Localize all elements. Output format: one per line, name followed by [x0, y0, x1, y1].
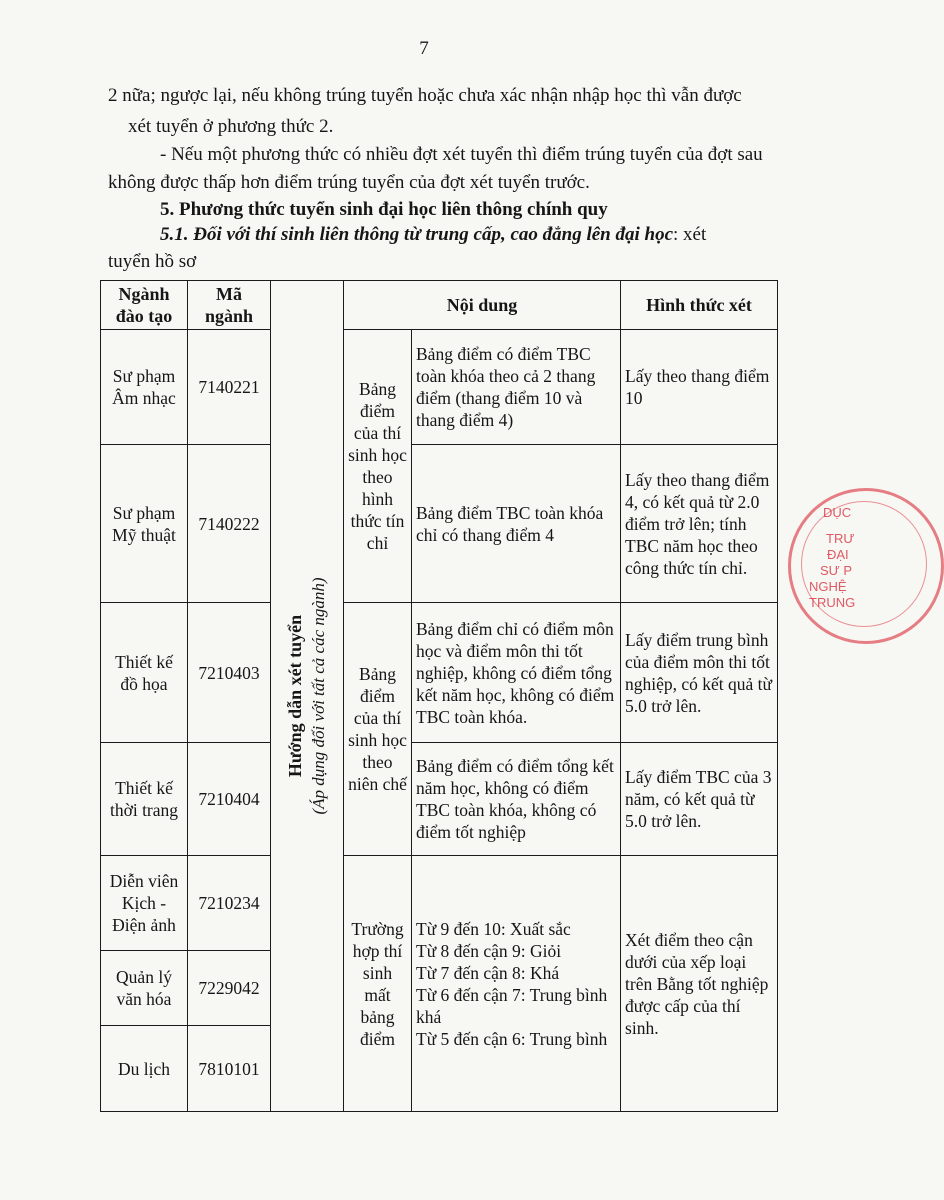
major-name: Quản lý văn hóa — [101, 951, 188, 1026]
group-label: Bảng điểm của thí sinh học theo hình thức tín chỉ — [344, 330, 412, 603]
major-code: 7140221 — [188, 330, 271, 445]
paragraph-line: xét tuyển ở phương thức 2. — [128, 116, 334, 137]
major-name: Thiết kế thời trang — [101, 743, 188, 856]
stamp-text: TRƯ — [826, 531, 855, 546]
paragraph-line: 2 nữa; ngược lại, nếu không trúng tuyển hoặc chưa xác nhận nhập học thì vẫn được — [108, 85, 742, 106]
stamp-text: DỤC — [823, 505, 852, 520]
red-stamp — [788, 488, 944, 644]
method-cell: Lấy điểm trung bình của điểm môn thi tốt nghiệp, có kết quả từ 5.0 trở lên. — [621, 603, 778, 743]
header-method: Hình thức xét — [621, 281, 778, 330]
paragraph-line: không được thấp hơn điểm trúng tuyển của đợt xét tuyển trước. — [108, 172, 590, 193]
major-name: Thiết kế đồ họa — [101, 603, 188, 743]
guideline-vertical-cell — [271, 281, 344, 1112]
group-label: Trường hợp thí sinh mất bảng điểm — [344, 856, 412, 1112]
stamp-text: TRUNG — [809, 595, 856, 610]
guideline-vertical-text — [283, 577, 331, 814]
content-cell: Bảng điểm có điểm TBC toàn khóa theo cả 2 thang điểm (thang điểm 10 và thang điểm 4) — [412, 330, 621, 445]
major-name: Sư phạm Mỹ thuật — [101, 445, 188, 603]
method-cell: Lấy điểm TBC của 3 năm, có kết quả từ 5.0 trở lên. — [621, 743, 778, 856]
page-number: 7 — [419, 38, 429, 59]
stamp-text: ĐẠI — [827, 547, 849, 562]
method-cell: Lấy theo thang điểm 10 — [621, 330, 778, 445]
major-code: 7810101 — [188, 1026, 271, 1112]
grade-list — [412, 856, 621, 1112]
grade-item: Từ 7 đến cận 8: Khá — [416, 962, 560, 983]
major-name: Diễn viên Kịch - Điện ảnh — [101, 856, 188, 951]
guideline-title: Hướng dẫn xét tuyển — [285, 614, 305, 778]
header-major: Ngành đào tạo — [101, 281, 188, 330]
stamp-text: NGHỆ — [809, 579, 847, 594]
guideline-subtitle: (Áp dụng đối với tất cả các ngành) — [309, 577, 328, 815]
subheading-continuation: tuyển hồ sơ — [108, 251, 197, 272]
section-heading: 5. Phương thức tuyển sinh đại học liên thông chính quy — [160, 199, 608, 220]
major-code: 7210403 — [188, 603, 271, 743]
major-name: Sư phạm Âm nhạc — [101, 330, 188, 445]
subheading — [160, 221, 706, 249]
paragraph-line: - Nếu một phương thức có nhiều đợt xét tuyển thì điểm trúng tuyển của đợt sau — [160, 144, 763, 165]
grade-item: Từ 9 đến 10: Xuất sắc — [416, 918, 571, 939]
content-cell: Bảng điểm chỉ có điểm môn học và điểm môn thi tốt nghiệp, không có điểm tổng kết năm học, không có điểm TBC toàn khóa. — [412, 603, 621, 743]
major-code: 7210234 — [188, 856, 271, 951]
grade-item: Từ 5 đến cận 6: Trung bình — [416, 1028, 608, 1049]
header-content: Nội dung — [344, 281, 621, 330]
grade-item: Từ 6 đến cận 7: Trung bình khá — [416, 984, 608, 1027]
stamp-text: SƯ P — [820, 563, 853, 578]
major-name: Du lịch — [101, 1026, 188, 1112]
major-code: 7229042 — [188, 951, 271, 1026]
content-cell: Bảng điểm có điểm tổng kết năm học, không có điểm TBC toàn khóa, không có điểm tốt nghiệp — [412, 743, 621, 856]
method-cell: Lấy theo thang điểm 4, có kết quả từ 2.0 điểm trở lên; tính TBC năm học theo công thức tín chỉ. — [621, 445, 778, 603]
content-cell: Bảng điểm TBC toàn khóa chỉ có thang điểm 4 — [412, 445, 621, 603]
major-code: 7140222 — [188, 445, 271, 603]
grade-item: Từ 8 đến cận 9: Giỏi — [416, 940, 562, 961]
group-label: Bảng điểm của thí sinh học theo niên chế — [344, 603, 412, 856]
header-code: Mã ngành — [188, 281, 271, 330]
method-cell: Xét điểm theo cận dưới của xếp loại trên Bằng tốt nghiệp được cấp của thí sinh. — [621, 856, 778, 1112]
admission-table — [100, 280, 778, 1112]
subheading-emphasis: 5.1. Đối với thí sinh liên thông từ trung cấp, cao đẳng lên đại học — [160, 224, 674, 245]
subheading-tail: : xét — [673, 224, 707, 245]
major-code: 7210404 — [188, 743, 271, 856]
